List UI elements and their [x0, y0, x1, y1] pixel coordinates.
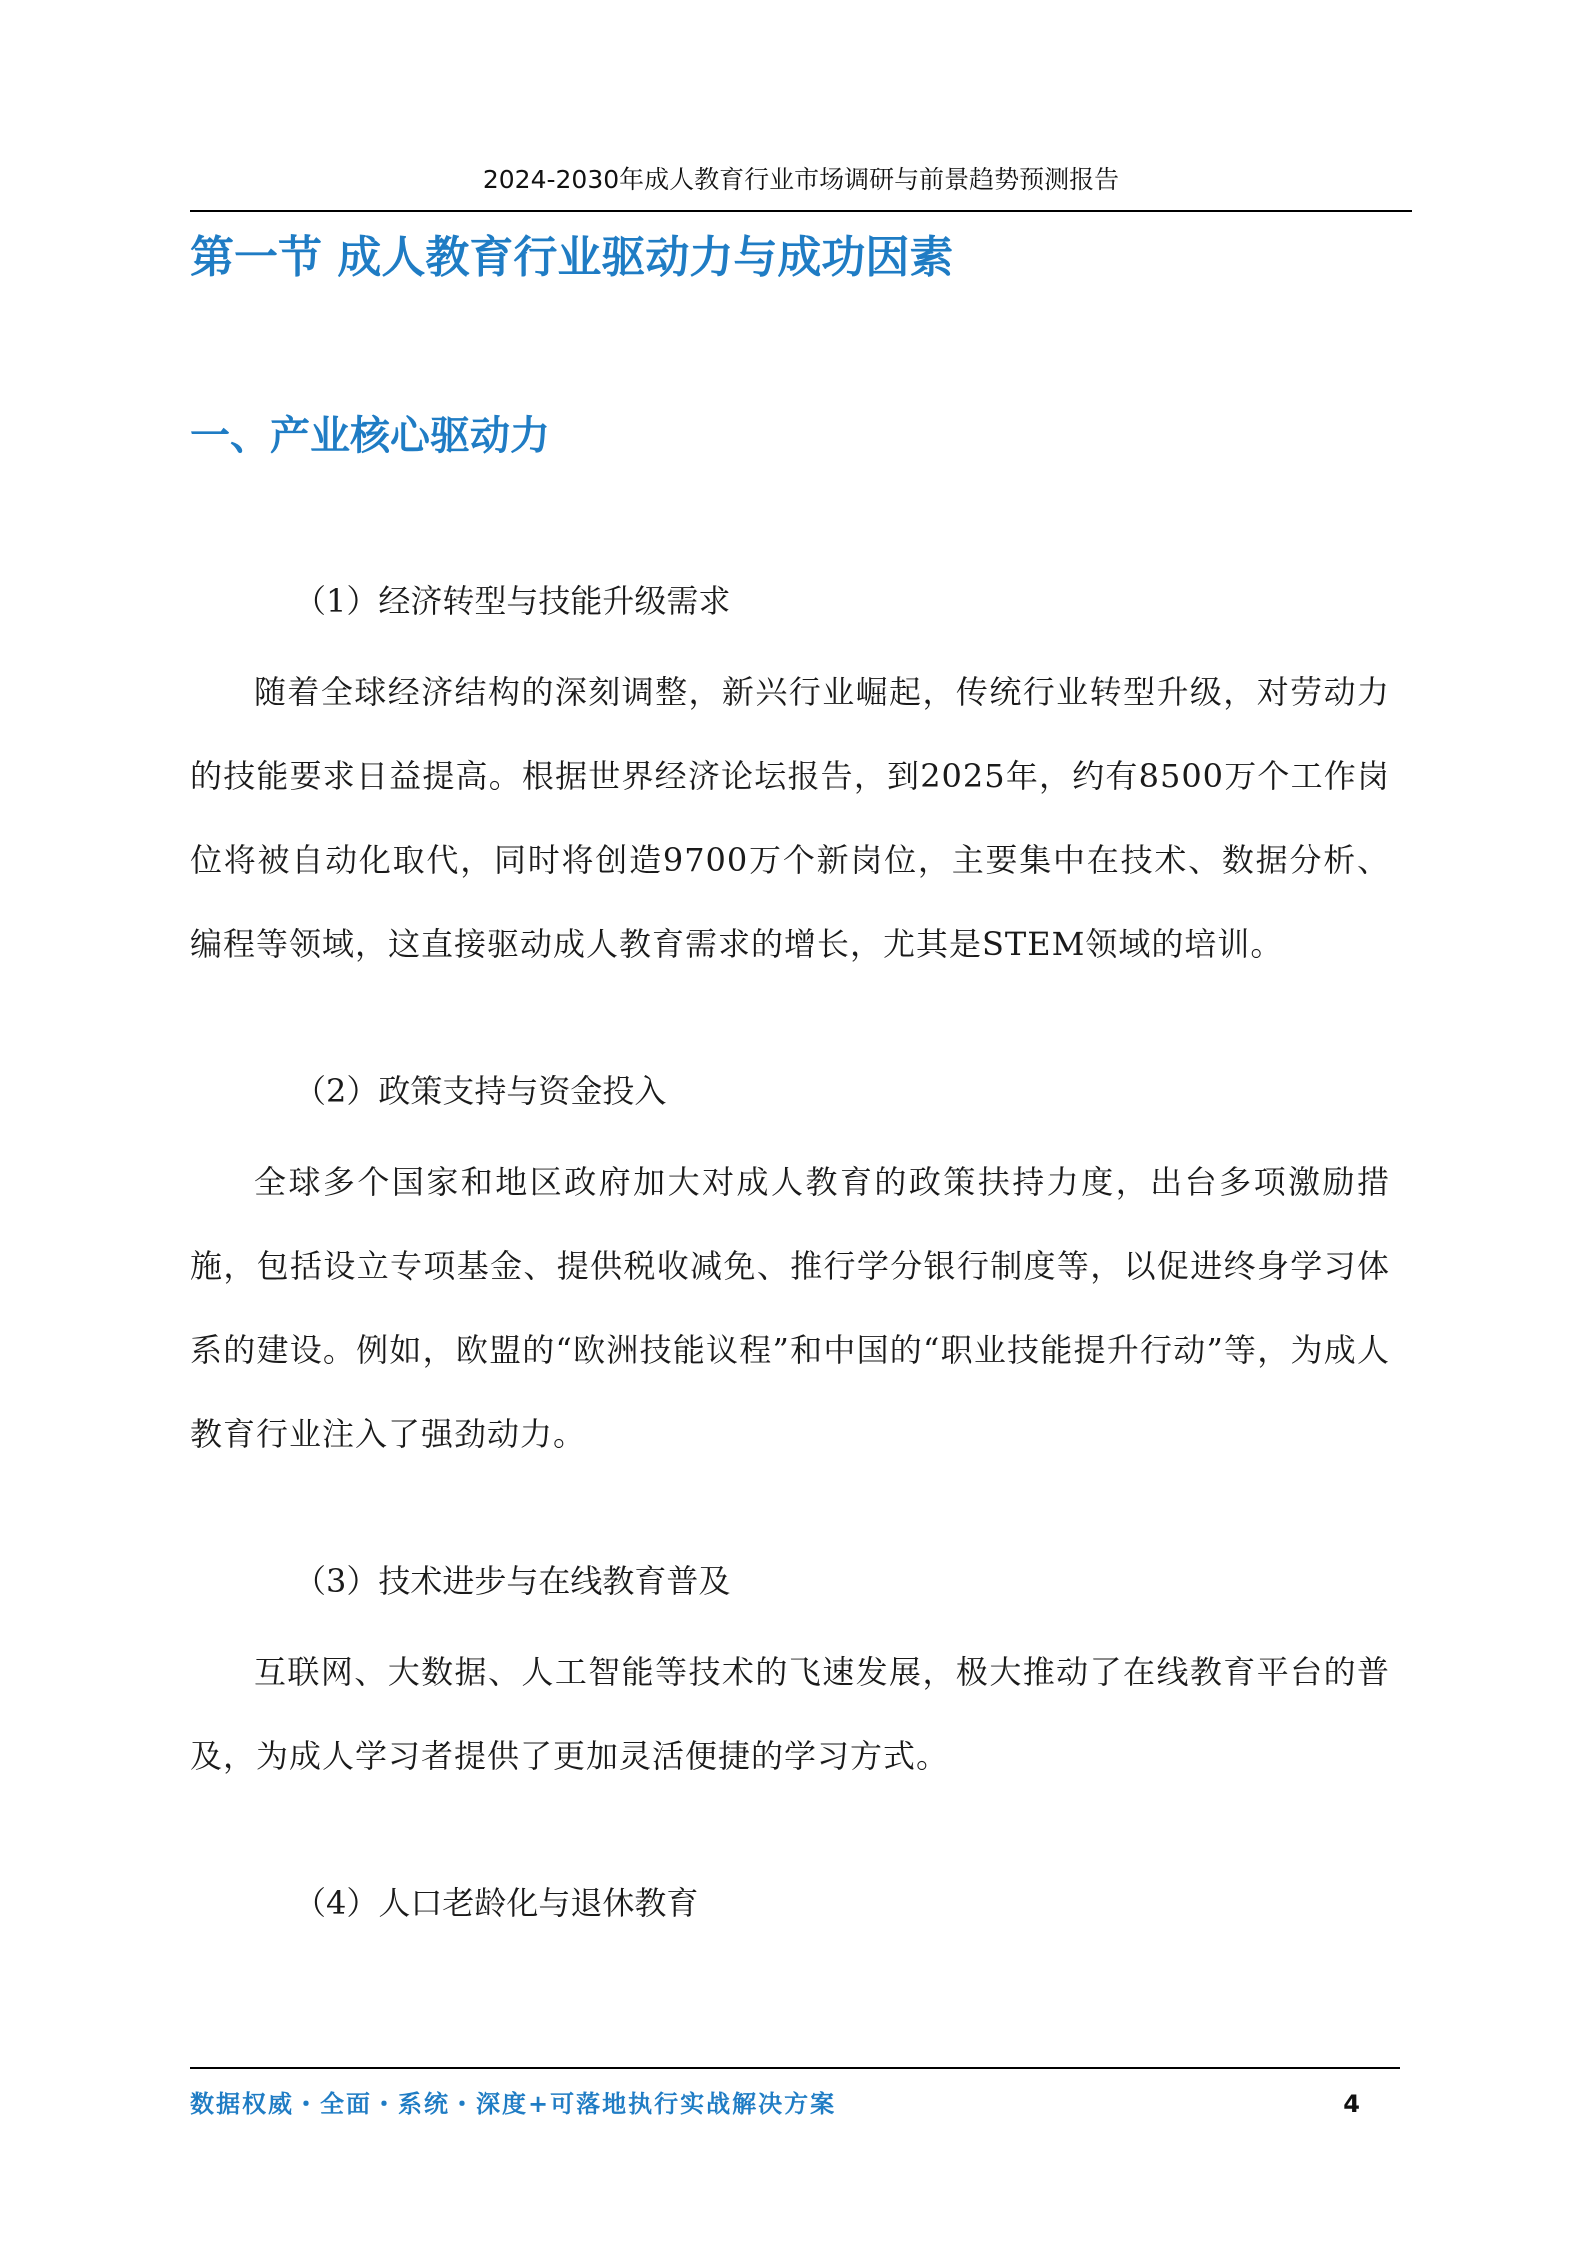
driver-heading: （4）人口老龄化与退休教育	[294, 1884, 699, 1922]
section-title: 第一节 成人教育行业驱动力与成功因素	[190, 232, 954, 283]
report-title: 2024-2030年成人教育行业市场调研与前景趋势预测报告	[482, 165, 1120, 194]
driver-heading: （2）政策支持与资金投入	[294, 1072, 667, 1110]
driver-item	[190, 1882, 1390, 1924]
footer-slogan: 数据权威・全面・系统・深度+可落地执行实战解决方案	[190, 2089, 837, 2118]
driver-heading: （1）经济转型与技能升级需求	[294, 582, 731, 620]
driver-heading: （3）技术进步与在线教育普及	[294, 1562, 731, 1600]
driver-item	[190, 1070, 1390, 1476]
driver-item	[190, 1560, 1390, 1798]
body-content	[190, 580, 1390, 1952]
driver-paragraph: 随着全球经济结构的深刻调整，新兴行业崛起，传统行业转型升级，对劳动力的技能要求日益提高。根据世界经济论坛报告，到2025年，约有8500万个工作岗位将被自动化取代，同时将创造9700万个新岗位，主要集中在技术、数据分析、编程等领域，这直接驱动成人教育需求的增长，尤其是STEM领域的培训。	[190, 673, 1390, 963]
subsection-title: 一、产业核心驱动力	[190, 413, 550, 459]
running-header	[190, 160, 1412, 212]
page-footer	[190, 2067, 1400, 2129]
driver-paragraph: 互联网、大数据、人工智能等技术的飞速发展，极大推动了在线教育平台的普及，为成人学习者提供了更加灵活便捷的学习方式。	[190, 1653, 1390, 1775]
page-number: 4	[1343, 2090, 1360, 2118]
driver-item	[190, 580, 1390, 986]
driver-paragraph: 全球多个国家和地区政府加大对成人教育的政策扶持力度，出台多项激励措施，包括设立专项基金、提供税收减免、推行学分银行制度等，以促进终身学习体系的建设。例如，欧盟的“欧洲技能议程”和中国的“职业技能提升行动”等，为成人教育行业注入了强劲动力。	[190, 1163, 1390, 1453]
